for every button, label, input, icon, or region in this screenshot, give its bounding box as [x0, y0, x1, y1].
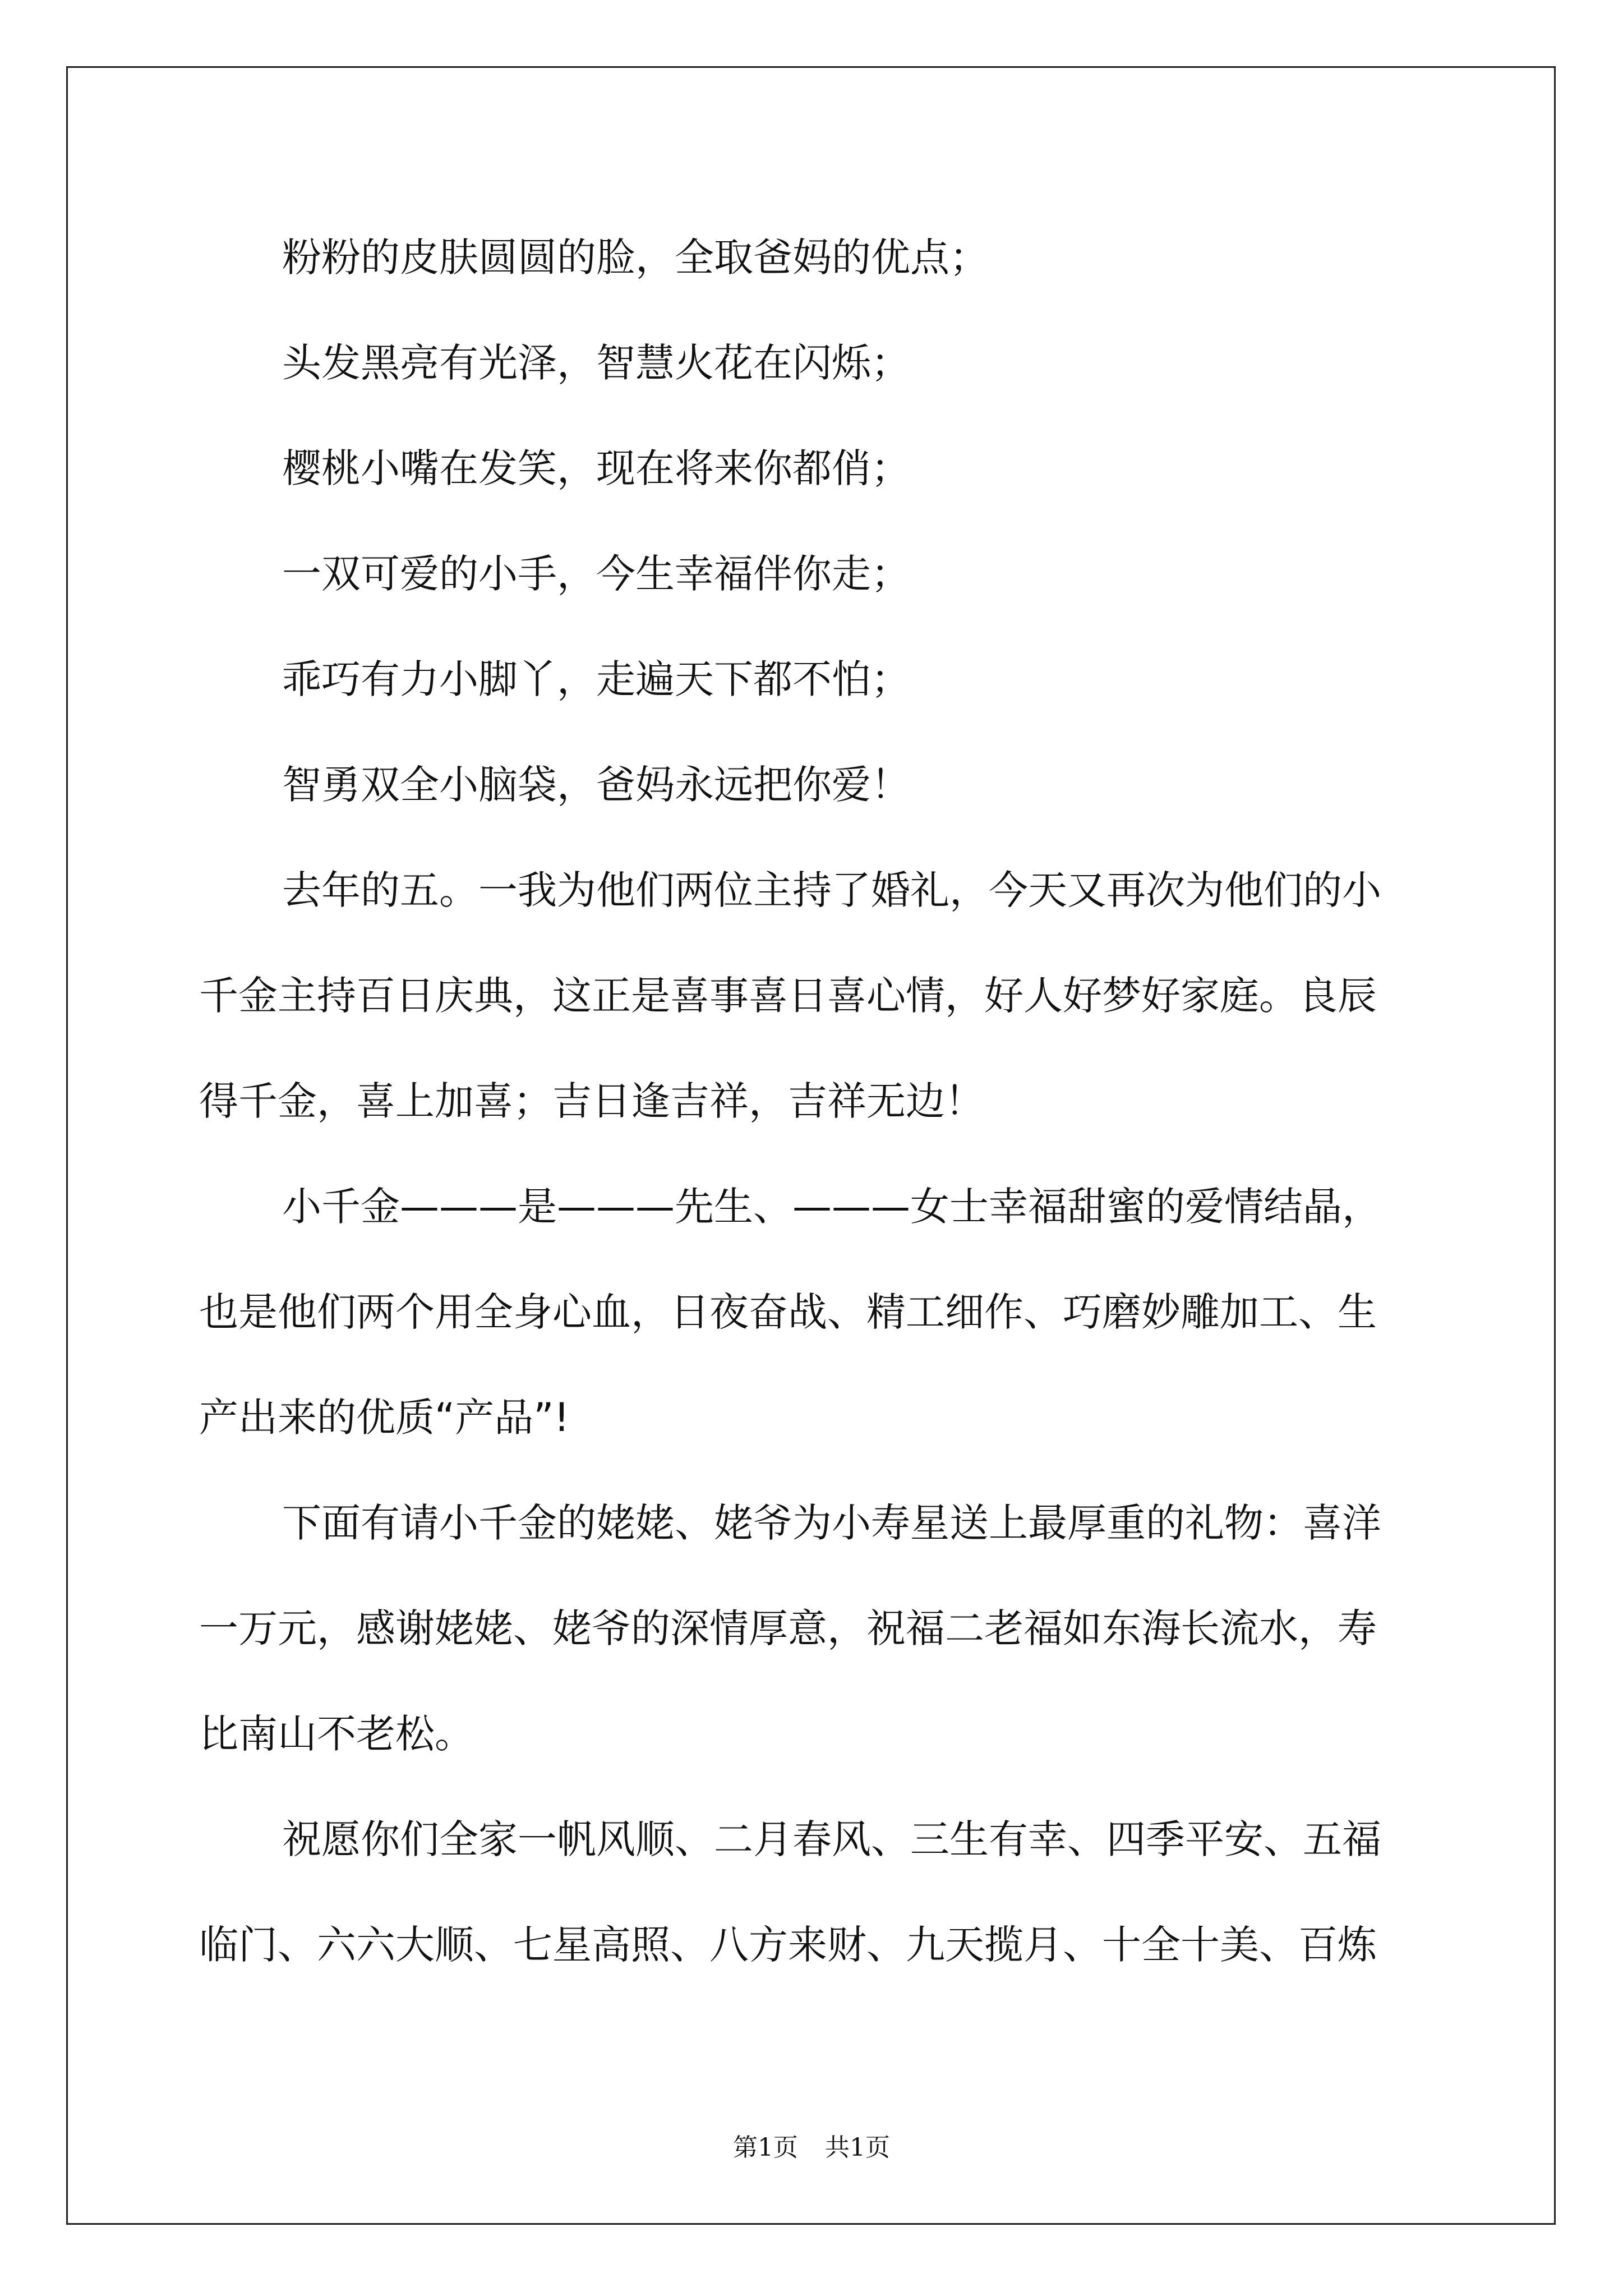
page-footer	[0, 2127, 1623, 2163]
text-line: 千金主持百日庆典，这正是喜事喜日喜心情，好人好梦好家庭。良辰	[199, 973, 1377, 1019]
text-line: 得千金，喜上加喜；吉日逢吉祥，吉祥无边！	[199, 1078, 984, 1124]
text-line: 头发黑亮有光泽，智慧火花在闪烁；	[282, 340, 910, 386]
text-line: 也是他们两个用全身心血，日夜奋战、精工细作、巧磨妙雕加工、生	[199, 1289, 1377, 1335]
text-line: 智勇双全小脑袋，爸妈永远把你爱！	[282, 762, 910, 808]
text-line: 临门、六六大顺、七星高照、八方来财、九天揽月、十全十美、百炼	[199, 1922, 1377, 1968]
text-line: 下面有请小千金的姥姥、姥爷为小寿星送上最厚重的礼物：喜洋	[282, 1500, 1381, 1546]
text-line: 去年的五。一我为他们两位主持了婚礼，今天又再次为他们的小	[282, 867, 1381, 913]
text-line: 樱桃小嘴在发笑，现在将来你都俏；	[282, 445, 910, 491]
text-line: 粉粉的皮肤圆圆的脸，全取爸妈的优点；	[282, 234, 989, 280]
page-number: 第1页	[733, 2133, 798, 2162]
text-line: 乖巧有力小脚丫，走遍天下都不怕；	[282, 656, 910, 702]
text-line: 祝愿你们全家一帆风顺、二月春风、三生有幸、四季平安、五福	[282, 1816, 1381, 1862]
text-line: 一双可爱的小手，今生幸福伴你走；	[282, 551, 910, 597]
document-body	[199, 205, 1422, 1998]
text-line: 一万元，感谢姥姥、姥爷的深情厚意，祝福二老福如东海长流水，寿	[199, 1605, 1377, 1651]
text-line: 小千金———是———先生、———女士幸福甜蜜的爱情结晶，	[282, 1184, 1381, 1230]
text-line: 产出来的优质“产品”!	[199, 1395, 570, 1441]
page-total: 共1页	[825, 2133, 890, 2162]
text-line: 比南山不老松。	[199, 1711, 474, 1757]
